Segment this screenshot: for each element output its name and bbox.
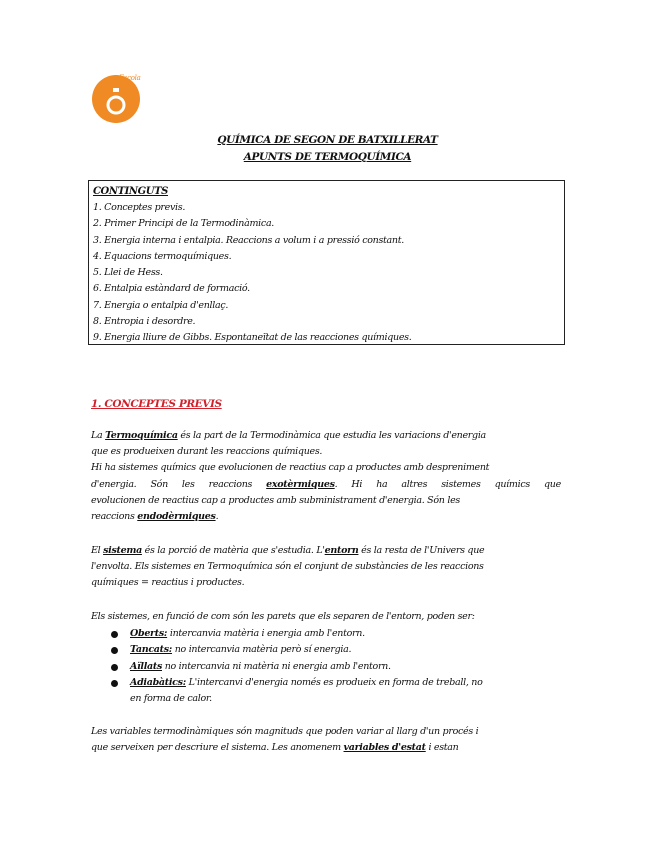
paragraph-line: químiques = reactius i productes. — [91, 577, 245, 588]
toc-item: 3. Energia interna i entalpia. Reaccions a volum i a pressió constant. — [93, 234, 404, 246]
paragraph-line-justified: d'energia. Són les reaccions exotèrmiques. Hi ha altres sistemes químics que — [91, 479, 561, 490]
paragraph-line: La Termoquímica és la part de la Termodinàmica que estudia les variacions d'energia — [91, 430, 486, 441]
paragraph-line: Les variables termodinàmiques són magnituds que poden variar al llarg d'un procés i — [91, 726, 479, 737]
term-exotermiques: exotèrmiques — [266, 479, 335, 490]
bullet-item: Aïllats no intercanvia ni matèria ni energia amb l'entorn. — [130, 661, 391, 672]
toc-item: 8. Entropia i desordre. — [93, 316, 196, 328]
bullet-item: Adiabàtics: L'intercanvi d'energia només es produeix en forma de treball, no — [130, 677, 483, 688]
paragraph-line: que serveixen per descriure el sistema. Les anomenem variables d'estat i estan — [91, 742, 459, 753]
sub-title: APUNTS DE TERMOQUÍMICA — [243, 151, 412, 163]
paragraph-line: l'envolta. Els sistemes en Termoquímica són el conjunt de substàncies de les reaccions — [91, 561, 484, 572]
paragraph-line: El sistema és la porció de matèria que s'estudia. L'entorn és la resta de l'Univers que — [91, 545, 485, 556]
term-entorn: entorn — [324, 545, 359, 556]
term-endodermiques: endodèrmiques — [137, 511, 216, 522]
bullet-dot — [111, 631, 118, 638]
paragraph-line: Hi ha sistemes químics que evolucionen de reactius cap a productes amb despreniment — [91, 462, 490, 473]
toc-item: 1. Conceptes previs. — [93, 202, 186, 213]
toc-item: 2. Primer Principi de la Termodinàmica. — [93, 218, 275, 230]
toc-item: 9. Energia lliure de Gibbs. Espontaneïtat de las reacciones químiques. — [93, 332, 412, 344]
paragraph-line: Els sistemes, en funció de com són les parets que els separen de l'entorn, poden ser: — [91, 611, 475, 622]
logo-text: Escola — [119, 74, 141, 82]
toc-item: 5. Llei de Hess. — [93, 267, 163, 279]
bullet-item: Oberts: intercanvia matèria i energia amb l'entorn. — [130, 628, 365, 639]
main-title: QUÍMICA DE SEGON DE BATXILLERAT — [217, 134, 438, 146]
bullet-item-continuation: en forma de calor. — [130, 693, 212, 704]
bullet-dot — [111, 647, 118, 654]
term-termoquimica: Termoquímica — [105, 430, 178, 441]
toc-item: 4. Equacions termoquímiques. — [93, 250, 232, 262]
paragraph-line: evolucionen de reactius cap a productes amb subministrament d'energia. Són les — [91, 495, 460, 506]
paragraph-line: que es produeixen durant les reaccions químiques. — [91, 446, 323, 457]
term-sistema: sistema — [103, 545, 142, 556]
table-of-contents — [88, 180, 565, 345]
toc-item: 7. Energia o entalpia d'enllaç. — [93, 299, 229, 311]
toc-item: 6. Entalpia estàndard de formació. — [93, 283, 250, 295]
paragraph-line: reaccions endodèrmiques. — [91, 511, 219, 522]
bullet-dot — [111, 680, 118, 687]
bullet-item: Tancats: no intercanvia matèria però sí energia. — [130, 644, 352, 655]
toc-heading: CONTINGUTS — [93, 186, 168, 197]
section-heading: 1. CONCEPTES PREVIS — [91, 398, 222, 410]
term-variables-estat: variables d'estat — [343, 742, 426, 753]
bullet-dot — [111, 664, 118, 671]
